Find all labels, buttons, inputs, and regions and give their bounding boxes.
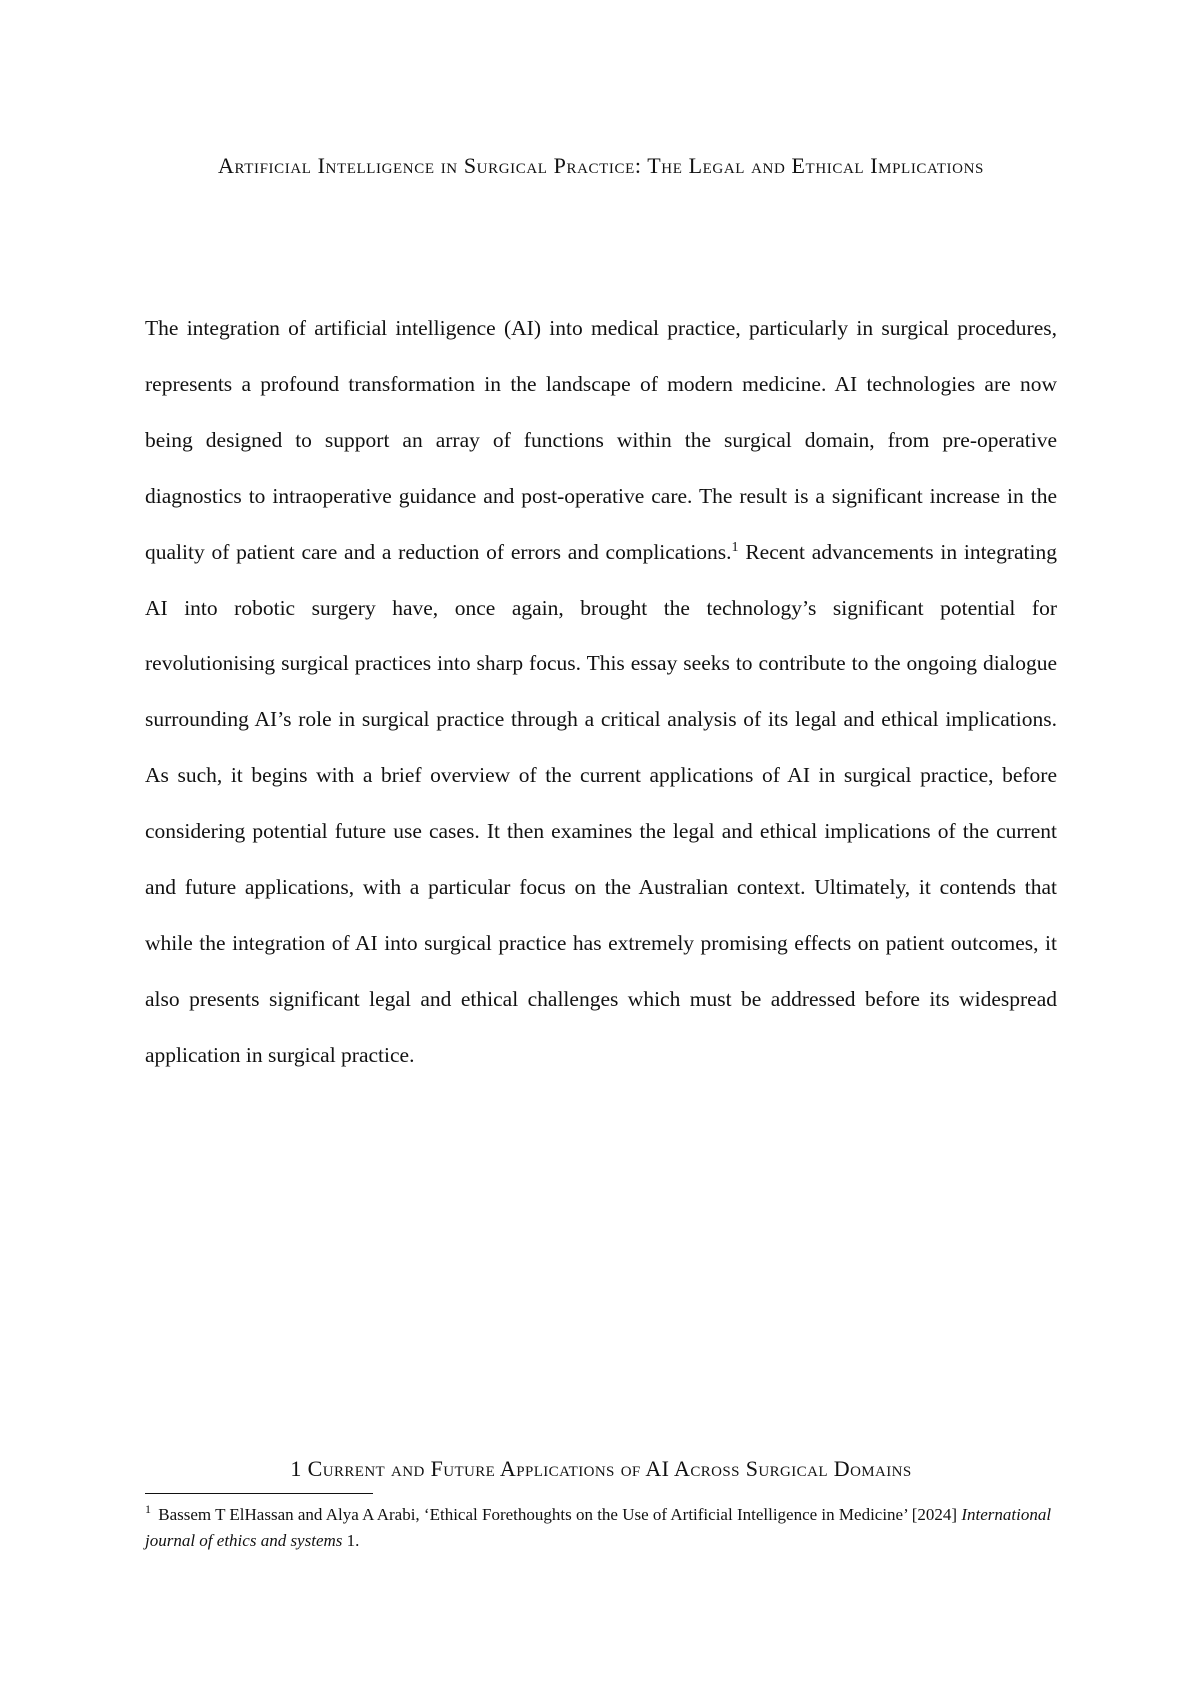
footnote-citation-text: Bassem T ElHassan and Alya A Arabi, ‘Ethical Forethoughts on the Use of Artificial Intelligence in Medicine’ [2024] <box>154 1505 962 1524</box>
document-title: Artificial Intelligence in Surgical Practice: The Legal and Ethical Implications <box>218 153 984 178</box>
intro-text-part-1: The integration of artificial intelligence (AI) into medical practice, particularly in surgical procedures, represents a profound transformation in the landscape of modern medicine. AI technologies are now being designed to support an array of functions within the surgical domain, from pre-operative diagnostics to intraoperative guidance and post-operative care. The result is a significant increase in the quality of patient care and a reduction of errors and complications. <box>145 316 1057 564</box>
footnote-number: 1 <box>145 1502 151 1517</box>
footnote-journal-title: International journal of ethics and systems <box>145 1505 1052 1550</box>
intro-paragraph <box>145 301 1057 1084</box>
section-heading: 1 Current and Future Applications of AI Across Surgical Domains <box>290 1456 912 1481</box>
footnote-reference[interactable]: 1 <box>731 539 739 555</box>
intro-text-part-2: Recent advancements in integrating AI into robotic surgery have, once again, brought the technology’s significant potential for revolutionising surgical practices into sharp focus. This essay seeks to contribute to the ongoing dialogue surrounding AI’s role in surgical practice through a critical analysis of its legal and ethical implications. As such, it begins with a brief overview of the current applications of AI in surgical practice, before considering potential future use cases. It then examines the legal and ethical implications of the current and future applications, with a particular focus on the Australian context. Ultimately, it contends that while the integration of AI into surgical practice has extremely promising effects on patient outcomes, it also presents significant legal and ethical challenges which must be addressed before its widespread application in surgical practice. <box>145 539 1057 1067</box>
footnote <box>145 1502 1057 1554</box>
footnote-page: 1. <box>342 1531 360 1550</box>
footnote-separator <box>145 1493 373 1494</box>
